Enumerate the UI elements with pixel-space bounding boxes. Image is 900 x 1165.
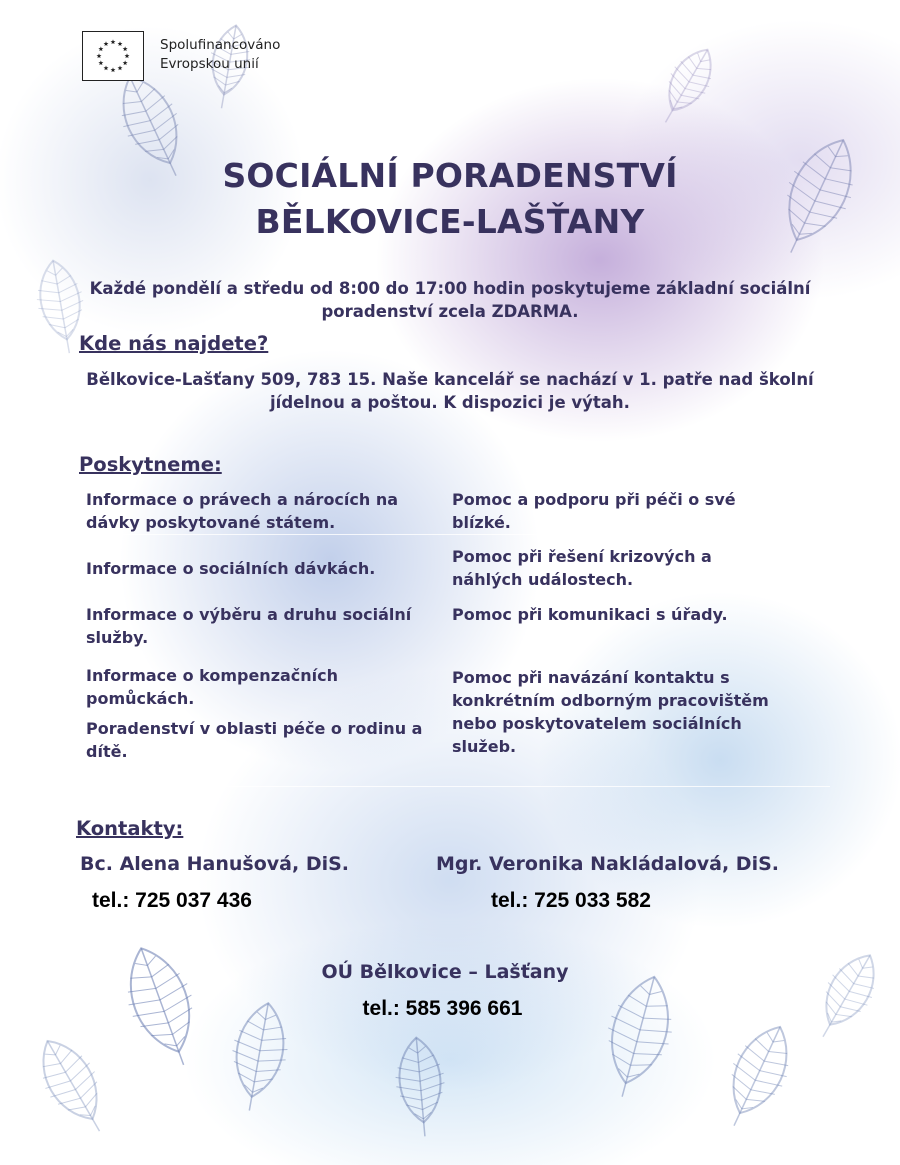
service-text: Pomoc při navázání kontaktu s [452, 668, 730, 687]
eu-star-icon [98, 46, 103, 51]
service-text: Informace o výběru a druhu sociální [86, 605, 412, 624]
service-item-left-5 [86, 717, 436, 763]
intro-paragraph [70, 277, 830, 323]
service-text: Pomoc a podporu při péči o své [452, 490, 736, 509]
service-text: služby. [86, 628, 149, 647]
page-title-line2: BĚLKOVICE-LAŠŤANY [255, 202, 645, 241]
row-divider [80, 534, 830, 535]
intro-line2: poradenství zcela ZDARMA. [321, 302, 579, 321]
eu-cofinanced-text [160, 36, 280, 74]
service-item-left-3 [86, 603, 436, 649]
service-text: náhlých událostech. [452, 570, 634, 589]
services-heading: Poskytneme: [79, 453, 222, 476]
eu-star-icon [123, 46, 128, 51]
service-text: konkrétním odborným pracovištěm [452, 691, 769, 710]
service-text: služeb. [452, 737, 517, 756]
service-item-right-3 [452, 603, 812, 626]
eu-text-line2: Evropskou unií [160, 56, 259, 72]
where-heading: Kde nás najdete? [79, 332, 269, 355]
eu-star-icon [123, 60, 128, 65]
service-text: Pomoc při řešení krizových a [452, 547, 712, 566]
service-text: Informace o sociálních dávkách. [86, 559, 376, 578]
address-line2: jídelnou a poštou. K dispozici je výtah. [270, 393, 630, 412]
service-text: Poradenství v oblasti péče o rodinu a [86, 719, 423, 738]
service-item-right-4 [452, 666, 812, 758]
eu-text-line1: Spolufinancováno [160, 37, 281, 53]
contact-name-1: Bc. Alena Hanušová, DiS. [80, 853, 350, 875]
service-text: Informace o kompenzačních [86, 666, 339, 685]
service-item-right-2 [452, 545, 812, 591]
service-item-left-1 [86, 488, 436, 534]
contact-phone-2: tel.: 725 033 582 [491, 889, 651, 912]
eu-star-icon [118, 66, 123, 71]
service-text: nebo poskytovatelem sociálních [452, 714, 742, 733]
service-item-left-2 [86, 557, 436, 580]
address-paragraph [60, 368, 840, 414]
eu-flag-stars-icon [83, 32, 143, 80]
service-text: Pomoc při komunikaci s úřady. [452, 605, 728, 624]
eu-star-icon [125, 53, 130, 58]
contact-phone-1: tel.: 725 037 436 [92, 889, 252, 912]
eu-star-icon [97, 53, 102, 58]
service-text: blízké. [452, 513, 511, 532]
eu-star-icon [111, 67, 116, 72]
address-line1: Bělkovice-Lašťany 509, 783 15. Naše kancelář se nachází v 1. patře nad školní [86, 370, 814, 389]
office-name: OÚ Bělkovice – Lašťany [321, 961, 569, 983]
eu-star-icon [111, 39, 116, 44]
contacts-heading: Kontakty: [76, 817, 184, 840]
eu-star-icon [98, 60, 103, 65]
eu-star-icon [104, 41, 109, 46]
service-text: pomůckách. [86, 689, 195, 708]
service-text: dítě. [86, 742, 128, 761]
service-text: dávky poskytované státem. [86, 513, 336, 532]
contact-name-2: Mgr. Veronika Nakládalová, DiS. [436, 853, 779, 875]
eu-flag [82, 31, 144, 81]
service-item-right-1 [452, 488, 812, 534]
eu-star-icon [104, 66, 109, 71]
office-phone: tel.: 585 396 661 [362, 997, 523, 1020]
intro-line1: Každé pondělí a středu od 8:00 do 17:00 hodin poskytujeme základní sociální [89, 279, 811, 298]
row-divider [80, 786, 830, 787]
page-title-line1: SOCIÁLNÍ PORADENSTVÍ [222, 156, 678, 195]
service-text: Informace o právech a nárocích na [86, 490, 399, 509]
eu-star-icon [118, 41, 123, 46]
service-item-left-4 [86, 664, 436, 710]
